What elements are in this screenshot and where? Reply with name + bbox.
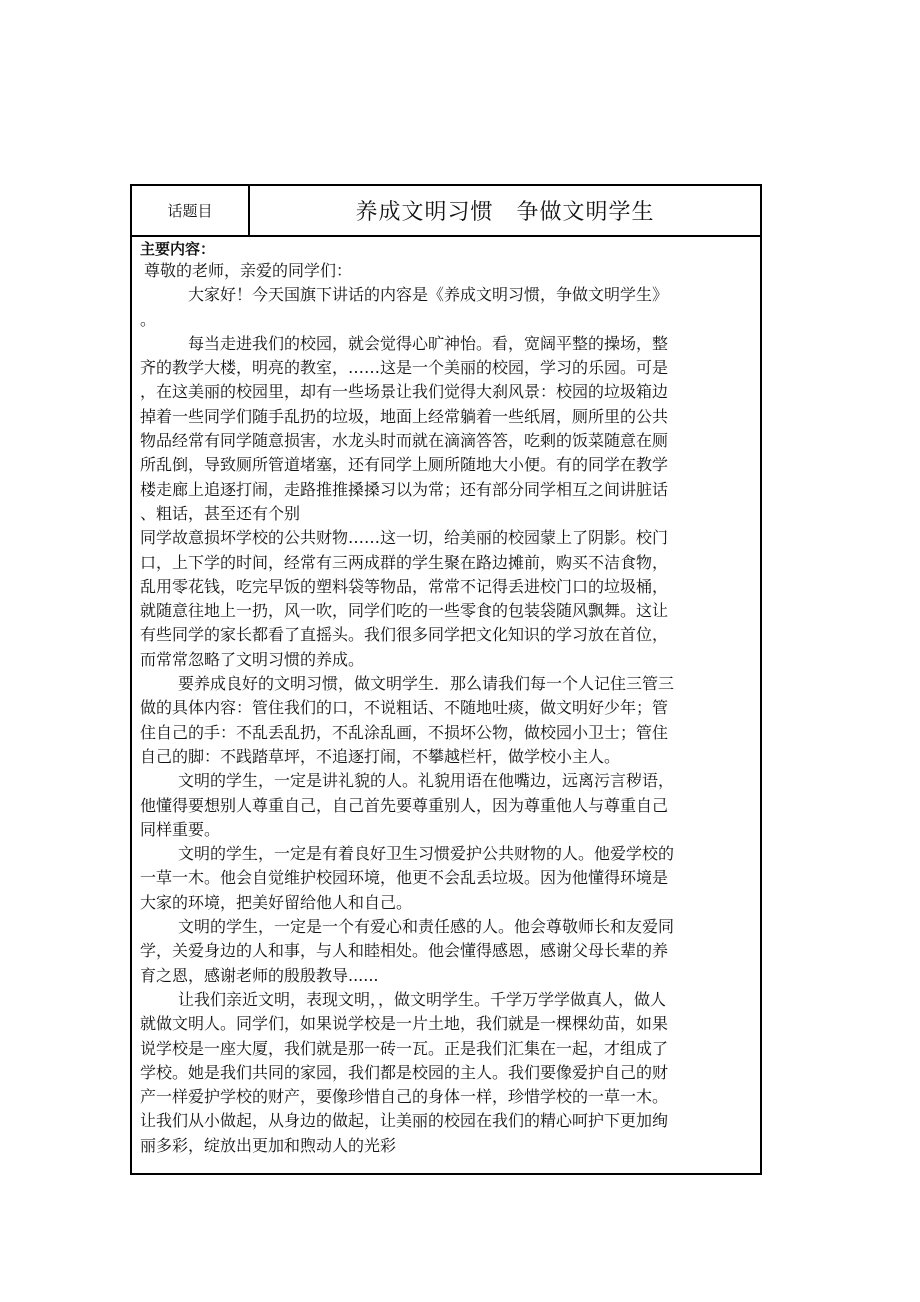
text-line: 大家的环境，把美好留给他人和自己。	[140, 892, 413, 912]
text-line: 让我们从小做起，从身边的做起，让美丽的校园在我们的精心呵护下更加绚	[140, 1111, 669, 1131]
text-line: 口，上下学的时间，经常有三两成群的学生聚在路边摊前，购买不洁食物，	[140, 552, 669, 572]
text-line: 要养成良好的文明习惯，做文明学生．那么请我们每一个人记住三管三	[178, 674, 675, 694]
text-line: 自己的脚：不践踏草坪，不追逐打闹，不攀越栏杆，做学校小主人。	[140, 746, 621, 766]
text-line: 文明的学生，一定是一个有爱心和责任感的人。他会尊敬师长和友爱同	[178, 917, 675, 937]
page-title: 养成文明习惯 争做文明学生	[355, 200, 655, 225]
text-line: 楼走廊上追逐打闹，走路推推搡搡习以为常；还有部分同学相互之间讲脏话	[140, 479, 669, 499]
text-line: 乱用零花钱，吃完早饭的塑料袋等物品，常常不记得丢进校门口的垃圾桶，	[140, 576, 669, 596]
text-line: 。	[140, 309, 157, 329]
text-line: 一草一木。他会自觉维护校园环境，他更不会乱丢垃圾。因为他懂得环境是	[140, 868, 669, 888]
text-line: 有些同学的家长都看了直摇头。我们很多同学把文化知识的学习放在首位，	[140, 625, 669, 645]
text-line: 让我们亲近文明，表现文明，，做文明学生。千学万学学做真人，做人	[178, 989, 667, 1009]
text-line: 就做文明人。同学们，如果说学校是一片土地，我们就是一棵棵幼苗，如果	[140, 1014, 669, 1034]
text-line: 同样重要。	[140, 819, 221, 839]
text-line: 产一样爱护学校的财产，要像珍惜自己的身体一样，珍惜学校的一草一木。	[140, 1087, 669, 1107]
text-line: 所乱倒，导致厕所管道堵塞，还有同学上厕所随地大小便。有的同学在教学	[140, 455, 669, 475]
text-line: 文明的学生，一定是有着良好卫生习惯爱护公共财物的人。他爱学校的	[178, 844, 675, 864]
text-line: 就随意往地上一扔，风一吹，同学们吃的一些零食的包装袋随风飘舞。这让	[140, 601, 669, 621]
text-line: 、粗话，甚至还有个别	[140, 503, 301, 523]
text-line: 齐的教学大楼，明亮的教室，……这是一个美丽的校园，学习的乐园。可是	[140, 358, 669, 378]
text-line: 说学校是一座大厦，我们就是那一砖一瓦。正是我们汇集在一起，才组成了	[140, 1038, 669, 1058]
text-line: 做的具体内容：管住我们的口，不说粗话、不随地吐痰，做文明好少年；管	[140, 698, 669, 718]
text-line: ，在这美丽的校园里，却有一些场景让我们觉得大刹风景：校园的垃圾箱边	[140, 382, 669, 402]
text-line: 而常常忽略了文明习惯的养成。	[140, 649, 365, 669]
text-line: 学校。她是我们共同的家园，我们都是校园的主人。我们要像爱护自己的财	[140, 1062, 669, 1082]
text-line: 住自己的手：不乱丢乱扔，不乱涂乱画，不损坏公物，做校园小卫士；管住	[140, 722, 669, 742]
text-line: 物品经常有同学随意损害，水龙头时而就在滴滴答答，吃剩的饭菜随意在厕	[140, 431, 669, 451]
text-line: 同学故意损坏学校的公共财物……这一切，给美丽的校园蒙上了阴影。校门	[140, 528, 669, 548]
speech-body	[140, 259, 750, 1158]
header-row	[132, 186, 760, 237]
text-line: 他懂得要想别人尊重自己，自己首先要尊重别人，因为尊重他人与尊重自己	[140, 795, 669, 815]
text-line: 掉着一些同学们随手乱扔的垃圾，地面上经常躺着一些纸屑，厕所里的公共	[140, 406, 669, 426]
text-line: 文明的学生，一定是讲礼貌的人。礼貌用语在他嘴边，远离污言秽语，	[178, 771, 675, 791]
text-line: 尊敬的老师，亲爱的同学们：	[144, 261, 353, 280]
text-line: 育之恩，感谢老师的殷殷教导......	[140, 965, 379, 985]
content-cell	[132, 237, 760, 1158]
speech-table	[130, 184, 762, 1175]
text-line: 丽多彩，绽放出更加和煦动人的光彩	[140, 1135, 397, 1155]
topic-label: 话题目	[132, 186, 250, 235]
section-label: 主要内容：	[140, 240, 216, 258]
text-line: 大家好！今天国旗下讲话的内容是《养成文明习惯，争做文明学生》	[188, 285, 669, 305]
text-line: 学，关爱身边的人和事，与人和睦相处。他会懂得感恩，感谢父母长辈的养	[140, 941, 669, 961]
text-line: 每当走进我们的校园，就会觉得心旷神怡。看，宽阔平整的操场，整	[188, 333, 669, 353]
